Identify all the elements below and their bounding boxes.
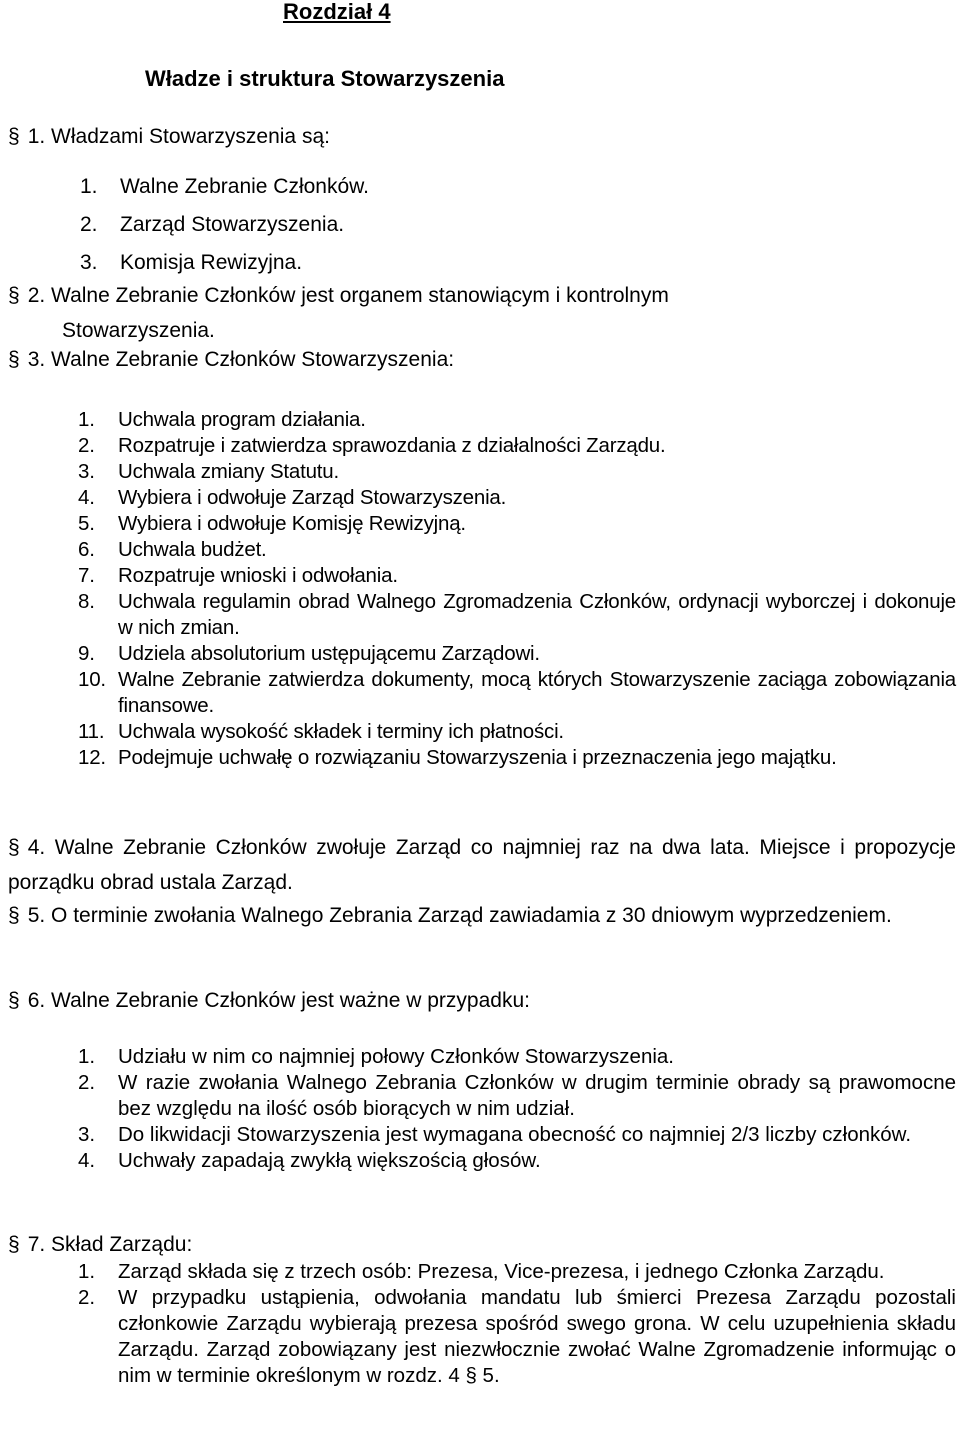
item-number: 3.: [78, 1123, 96, 1146]
list-item: [78, 745, 956, 771]
general-meeting-powers-list: [78, 407, 956, 771]
item-number: 3.: [80, 251, 98, 274]
section-sign: §: [8, 989, 20, 1012]
section-sign: §: [8, 125, 20, 148]
list-item: [78, 589, 956, 641]
item-text: Zarząd Stowarzyszenia.: [120, 213, 345, 236]
item-number: 1.: [80, 175, 98, 198]
item-number: 12.: [78, 746, 106, 769]
list-item: [78, 1148, 956, 1174]
section-heading: Władze i struktura Stowarzyszenia: [145, 66, 505, 91]
item-text: Walne Zebranie Członków.: [120, 175, 370, 198]
item-number: 2.: [80, 213, 98, 236]
list-item: [78, 433, 956, 459]
item-text: Udziela absolutorium ustępującemu Zarządowi.: [118, 642, 540, 665]
paragraph-7-text: 7. Skład Zarządu:: [27, 1233, 193, 1256]
list-item: [78, 459, 956, 485]
item-text: W przypadku ustąpienia, odwołania mandatu lub śmierci Prezesa Zarządu pozostali członkowie Zarządu wybierają prezesa spośród swego grona. W celu uzupełnienia składu Zarządu. Zarząd zobowiązany jest niezwłocznie zwołać Walne Zgromadzenie informując o nim w terminie określonym w rozdz. 4 § 5.: [118, 1286, 956, 1387]
item-text: Rozpatruje i zatwierdza sprawozdania z działalności Zarządu.: [118, 434, 666, 457]
item-number: 10.: [78, 668, 106, 691]
item-text: Walne Zebranie zatwierdza dokumenty, mocą których Stowarzyszenie zaciąga zobowiązania finansowe.: [118, 668, 956, 717]
item-number: 7.: [78, 564, 95, 587]
item-text: Uchwala program działania.: [118, 408, 366, 431]
list-item: [78, 1285, 956, 1389]
item-text: Wybiera i odwołuje Komisję Rewizyjną.: [118, 512, 466, 535]
meeting-validity-list: [78, 1044, 956, 1174]
paragraph-1-text: 1. Władzami Stowarzyszenia są:: [27, 125, 330, 148]
item-number: 11.: [78, 720, 105, 743]
item-number: 8.: [78, 590, 95, 613]
list-item: [78, 1070, 956, 1122]
item-text: Wybiera i odwołuje Zarząd Stowarzyszenia.: [118, 486, 507, 509]
item-text: Podejmuje uchwałę o rozwiązaniu Stowarzyszenia i przeznaczenia jego majątku.: [118, 746, 837, 769]
paragraph-4-text: 4. Walne Zebranie Członków zwołuje Zarząd co najmniej raz na dwa lata. Miejsce i propozycje porządku obrad ustala Zarząd.: [8, 836, 956, 894]
item-text: Uchwały zapadają zwykłą większością głosów.: [118, 1149, 541, 1172]
item-number: 6.: [78, 538, 95, 561]
list-item: [80, 244, 940, 282]
paragraph-2: [8, 278, 669, 348]
list-item: [78, 1122, 956, 1148]
item-number: 4.: [78, 486, 95, 509]
chapter-title: Rozdział 4: [283, 0, 391, 24]
list-item: [78, 537, 956, 563]
item-text: Uchwala budżet.: [118, 538, 267, 561]
paragraph-1: [8, 124, 330, 150]
item-text: Zarząd składa się z trzech osób: Prezesa, Vice-prezesa, i jednego Członka Zarządu.: [118, 1260, 885, 1283]
list-item: [80, 206, 940, 244]
item-text: Uchwala zmiany Statutu.: [118, 460, 340, 483]
item-number: 9.: [78, 642, 95, 665]
paragraph-7: [8, 1232, 192, 1258]
item-text: Do likwidacji Stowarzyszenia jest wymagana obecność co najmniej 2/3 liczby członków.: [118, 1123, 912, 1146]
paragraph-6-text: 6. Walne Zebranie Członków jest ważne w przypadku:: [27, 989, 530, 1012]
list-item: [78, 1044, 956, 1070]
item-number: 1.: [78, 1260, 96, 1283]
list-item: [78, 407, 956, 433]
item-text: Uchwala wysokość składek i terminy ich płatności.: [118, 720, 564, 743]
paragraph-3-text: 3. Walne Zebranie Członków Stowarzyszenia:: [27, 348, 455, 371]
section-sign: §: [8, 836, 20, 859]
list-item: [78, 641, 956, 667]
item-text: Uchwala regulamin obrad Walnego Zgromadzenia Członków, ordynacji wyborczej i dokonuje w nich zmian.: [118, 590, 956, 639]
section-sign: §: [8, 904, 20, 927]
paragraph-2-line2: Stowarzyszenia.: [62, 319, 215, 342]
list-item: [78, 719, 956, 745]
list-item: [78, 511, 956, 537]
section-sign: §: [8, 348, 20, 371]
list-item: [78, 485, 956, 511]
item-number: 2.: [78, 434, 95, 457]
list-item: [80, 168, 940, 206]
item-text: Komisja Rewizyjna.: [120, 251, 303, 274]
item-text: W razie zwołania Walnego Zebrania Członków w drugim terminie obrady są prawomocne bez względu na ilość osób biorących w nim udział.: [118, 1071, 956, 1120]
section-sign: §: [8, 1233, 20, 1256]
authorities-list: [80, 168, 940, 282]
item-number: 4.: [78, 1149, 96, 1172]
item-number: 5.: [78, 512, 95, 535]
section-sign: §: [8, 284, 20, 307]
item-number: 2.: [78, 1071, 96, 1094]
paragraph-6: [8, 988, 530, 1014]
item-text: Udziału w nim co najmniej połowy Członków Stowarzyszenia.: [118, 1045, 675, 1068]
list-item: [78, 667, 956, 719]
item-number: 1.: [78, 408, 95, 431]
paragraph-4: [8, 830, 956, 900]
list-item: [78, 1259, 956, 1285]
paragraph-2-line1: 2. Walne Zebranie Członków jest organem stanowiącym i kontrolnym: [27, 284, 669, 307]
paragraph-5-text: 5. O terminie zwołania Walnego Zebrania Zarząd zawiadamia z 30 dniowym wyprzedzeniem.: [27, 904, 892, 927]
item-number: 2.: [78, 1286, 96, 1309]
item-text: Rozpatruje wnioski i odwołania.: [118, 564, 398, 587]
paragraph-3: [8, 347, 454, 373]
board-composition-list: [78, 1259, 956, 1389]
item-number: 3.: [78, 460, 95, 483]
list-item: [78, 563, 956, 589]
paragraph-5: [8, 898, 956, 933]
item-number: 1.: [78, 1045, 96, 1068]
